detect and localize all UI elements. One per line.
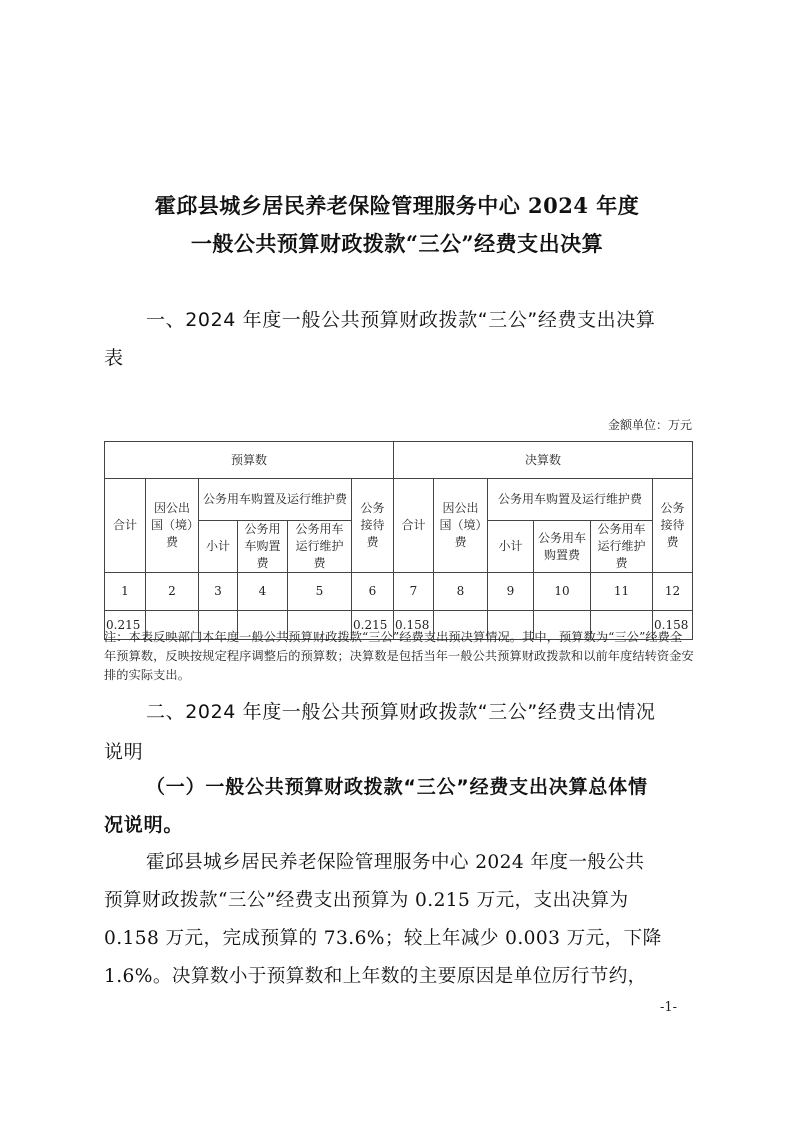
page-number: -1-: [660, 1000, 678, 1015]
col-header-vehicle-purchase: 公务用车购置费: [238, 521, 288, 573]
col-header-vehicle-group: 公务用车购置及运行维护费: [199, 479, 352, 521]
table-header-row-1: [105, 479, 693, 521]
table-note: 注：本表反映部门本年度一般公共预算财政拨款“三公”经费支出预决算情况。其中，预算数为“三公”经费全年预算数，反映按规定程序调整后的预算数；决算数是包括当年一般公共预算财政拨款和以前年度结转资金安排的实际支出。: [104, 630, 694, 682]
column-number: 5: [288, 573, 352, 611]
col-header-abroad: 因公出国（境）费: [434, 479, 488, 573]
column-number: 4: [238, 573, 288, 611]
column-number: 10: [534, 573, 591, 611]
section-2-heading: 二、2024 年度一般公共预算财政拨款“三公”经费支出情况: [146, 701, 656, 723]
col-header-vehicle-operation: 公务用车运行维护费: [591, 521, 653, 573]
column-number: 12: [653, 573, 693, 611]
column-number: 3: [199, 573, 238, 611]
column-number: 9: [488, 573, 534, 611]
amount-unit-label: 金额单位：万元: [607, 418, 692, 432]
three-public-expenses-table: [104, 441, 693, 640]
document-title-line-1: 霍邱县城乡居民养老保险管理服务中心 2024 年度: [154, 193, 640, 218]
paragraph-line: 0.158 万元，完成预算的 73.6%；较上年减少 0.003 万元，下降: [104, 928, 662, 949]
paragraph-line: 1.6%。决算数小于预算数和上年数的主要原因是单位厉行节约，: [104, 966, 647, 987]
subsection-1-heading-cont: 况说明。: [104, 814, 184, 836]
column-number: 7: [394, 573, 434, 611]
document-title-line-2: 一般公共预算财政拨款“三公”经费支出决算: [190, 231, 604, 256]
section-1-heading-cont: 表: [104, 347, 124, 369]
col-header-total: 合计: [105, 479, 146, 573]
column-number-row: [105, 573, 693, 611]
col-header-reception: 公务接待费: [653, 479, 693, 573]
paragraph-line: 霍邱县城乡居民养老保险管理服务中心 2024 年度一般公共: [146, 852, 645, 873]
budget-group-header: 预算数: [105, 442, 394, 479]
col-header-vehicle-group: 公务用车购置及运行维护费: [488, 479, 653, 521]
value-cell: 0.215: [352, 611, 394, 640]
value-cell: 0.158: [394, 611, 434, 640]
final-group-header: 决算数: [394, 442, 693, 479]
column-number: 6: [352, 573, 394, 611]
section-1-heading: 一、2024 年度一般公共预算财政拨款“三公”经费支出决算: [146, 309, 656, 331]
col-header-reception: 公务接待费: [352, 479, 394, 573]
section-2-heading-cont: 说明: [104, 741, 144, 763]
column-number: 2: [146, 573, 199, 611]
col-header-vehicle-operation: 公务用车运行维护费: [288, 521, 352, 573]
column-number: 1: [105, 573, 146, 611]
col-header-total: 合计: [394, 479, 434, 573]
column-number: 11: [591, 573, 653, 611]
column-number: 8: [434, 573, 488, 611]
col-header-abroad: 因公出国（境）费: [146, 479, 199, 573]
col-header-vehicle-purchase: 公务用车购置费: [534, 521, 591, 573]
value-cell: 0.158: [653, 611, 693, 640]
col-header-subtotal: 小计: [488, 521, 534, 573]
value-cell: 0.215: [105, 611, 146, 640]
col-header-subtotal: 小计: [199, 521, 238, 573]
paragraph-line: 预算财政拨款“三公”经费支出预算为 0.215 万元，支出决算为: [104, 890, 629, 911]
table-group-header-row: [105, 442, 693, 479]
subsection-1-heading: （一）一般公共预算财政拨款“三公”经费支出决算总体情: [146, 776, 648, 798]
